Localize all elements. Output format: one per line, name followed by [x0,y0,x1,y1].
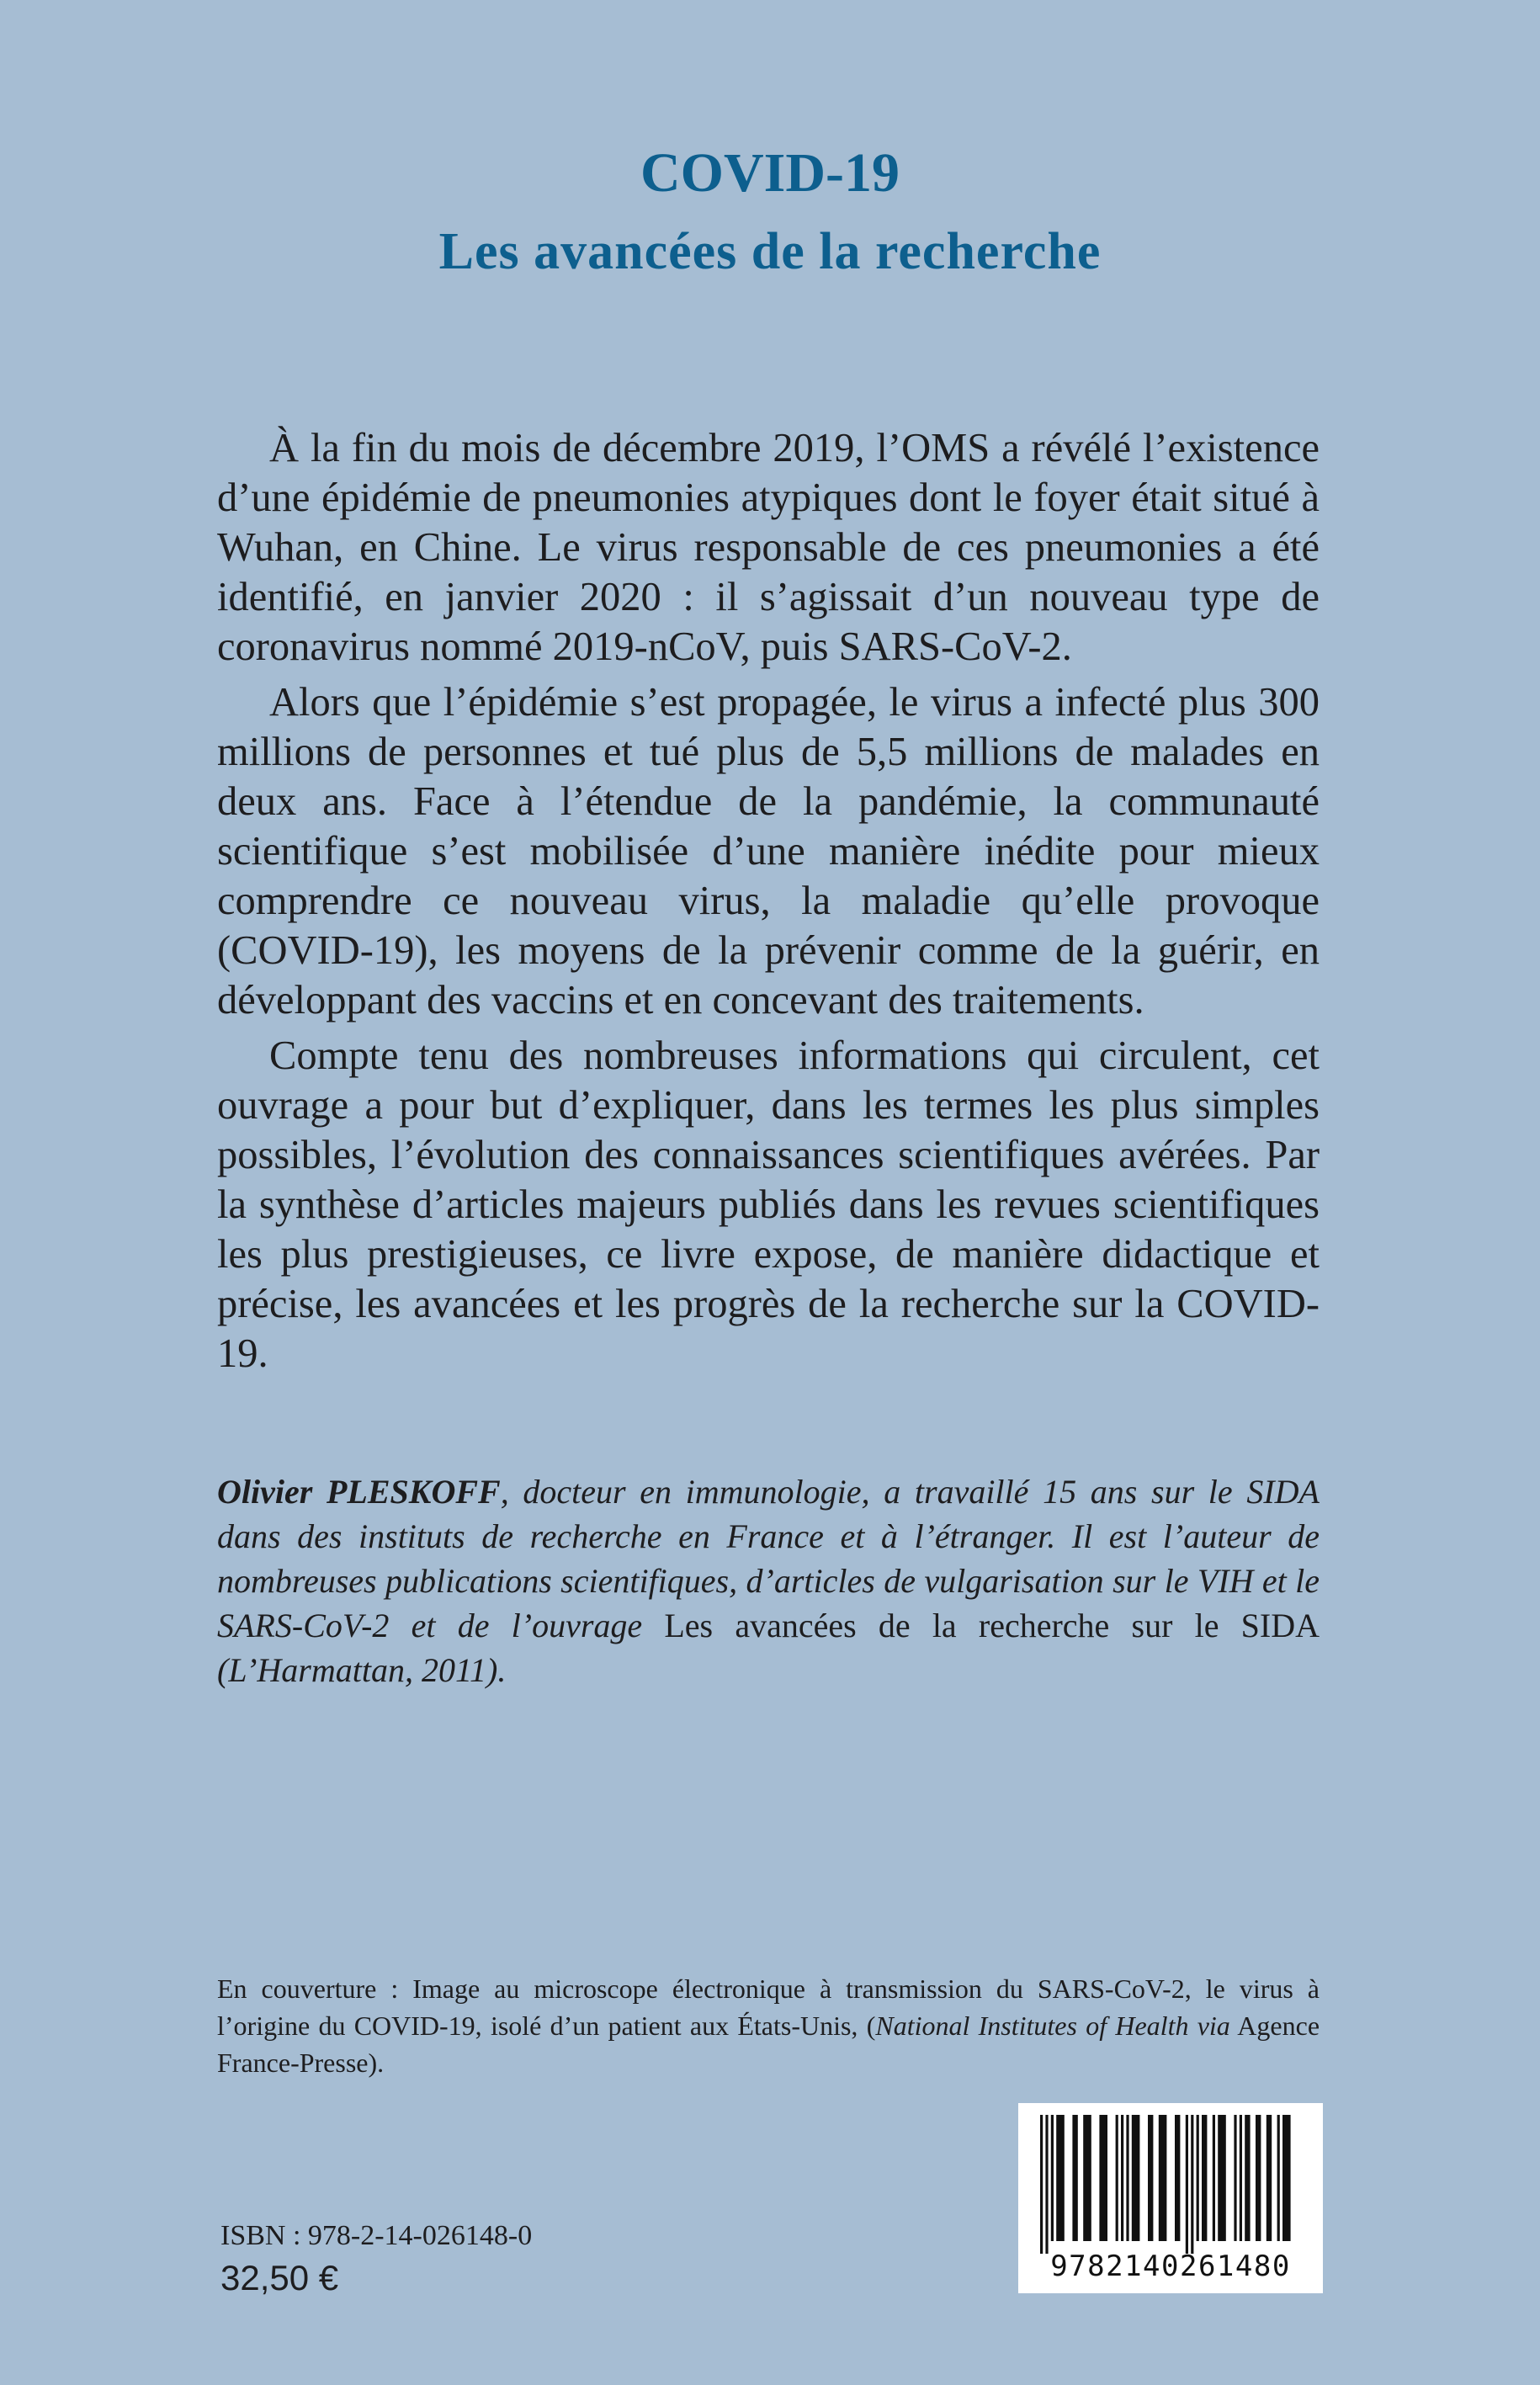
barcode-bar [1256,2115,1261,2241]
blurb-paragraph-1: À la fin du mois de décembre 2019, l’OMS a révélé l’existence d’une épidémie de pneumonies atypiques dont le foyer était situé à Wuhan, en Chine. Le virus responsable de ces pneumonies a été identifié, en janvier 2020 : il s’agissait d’un nouveau type de coronavirus nommé 2019-nCoV, puis SARS-CoV-2. [217,426,1320,669]
price: 32,50 € [220,2258,339,2297]
barcode-digits: 9782140261480 [1050,2250,1291,2283]
author-book-title: Les avancées de la recherche sur le SIDA [664,1607,1320,1644]
barcode-bar [1245,2115,1250,2241]
author-book-ref: (L’Harmattan, 2011). [217,1651,507,1689]
barcode-bar [1186,2115,1188,2254]
barcode-bar [1072,2115,1077,2241]
barcode-bar [1126,2115,1128,2241]
blurb-paragraph-2: Alors que l’épidémie s’est propagée, le virus a infecté plus 300 millions de personnes et tué plus de 5,5 millions de malades en deux ans. Face à l’étendue de la pandémie, la communauté scientifique s’est mobilisée d’une manière inédite pour mieux comprendre ce nouveau virus, la maladie qu’elle provoque (COVID-19), les moyens de la prévenir comme de la guérir, en développant des vaccins et en concevant des traitements. [217,680,1320,1023]
barcode-bar [1159,2115,1167,2241]
barcode-bar [1083,2115,1091,2241]
barcode-bar [1045,2115,1048,2254]
blurb [217,423,1320,1384]
barcode-bar [1121,2115,1123,2241]
cover-caption-source: National Institutes of Health via [875,2011,1230,2041]
barcode-bar [1282,2115,1291,2241]
isbn: ISBN : 978-2-14-026148-0 [220,2220,533,2251]
barcode-bar [1277,2115,1280,2241]
barcode-bar [1197,2115,1199,2241]
barcode-bar [1148,2115,1153,2241]
barcode-bar [1202,2115,1207,2241]
blurb-paragraph-3: Compte tenu des nombreuses informations qui circulent, cet ouvrage a pour but d’expliquer, dans les termes les plus simples possibles, l’évolution des connaissances scientifiques avérées. Par la synthèse d’articles majeurs publiés dans les revues scientifiques les plus prestigieuses, ce livre expose, de manière didactique et précise, les avancées et les progrès de la recherche sur la COVID-19. [217,1033,1320,1376]
barcode-bar [1051,2115,1054,2241]
barcode-bar [1040,2115,1043,2254]
barcode-bar [1099,2115,1107,2241]
book-title: COVID-19 [640,142,900,204]
barcode [1018,2103,1323,2293]
book-subtitle: Les avancées de la recherche [438,223,1102,280]
barcode-bar [1056,2115,1065,2241]
barcode-bar [1240,2115,1242,2241]
barcode-bar [1234,2115,1236,2241]
barcode-bar [1175,2115,1180,2241]
author-bio-text: , docteur en immunologie, a travaillé 15 ans sur le SIDA dans des instituts de recherche en France et à l’étranger. Il est l’auteur de nombreuses publications scientifiques, d’articles de vulgarisation sur le VIH et le SARS-CoV-2 et de l’ouvrage [217,1473,1320,1644]
cover-caption-text: En couverture : Image au microscope électronique à transmission du SARS-CoV-2, le virus à l’origine du COVID-19, isolé d’un patient aux États-Unis, ( [217,1973,1320,2041]
cover-caption [217,1970,1320,2081]
barcode-bar [1218,2115,1226,2241]
author-name: Olivier PLESKOFF [217,1473,501,1511]
barcode-bar [1267,2115,1272,2241]
author-bio [217,1469,1320,1692]
barcode-bar [1132,2115,1140,2241]
barcode-bar [1191,2115,1193,2254]
barcode-bar [1116,2115,1118,2241]
barcode-icon [1037,2115,1304,2254]
barcode-bar [1213,2115,1215,2241]
cover-caption-end: Agence France-Presse). [217,2011,1320,2078]
